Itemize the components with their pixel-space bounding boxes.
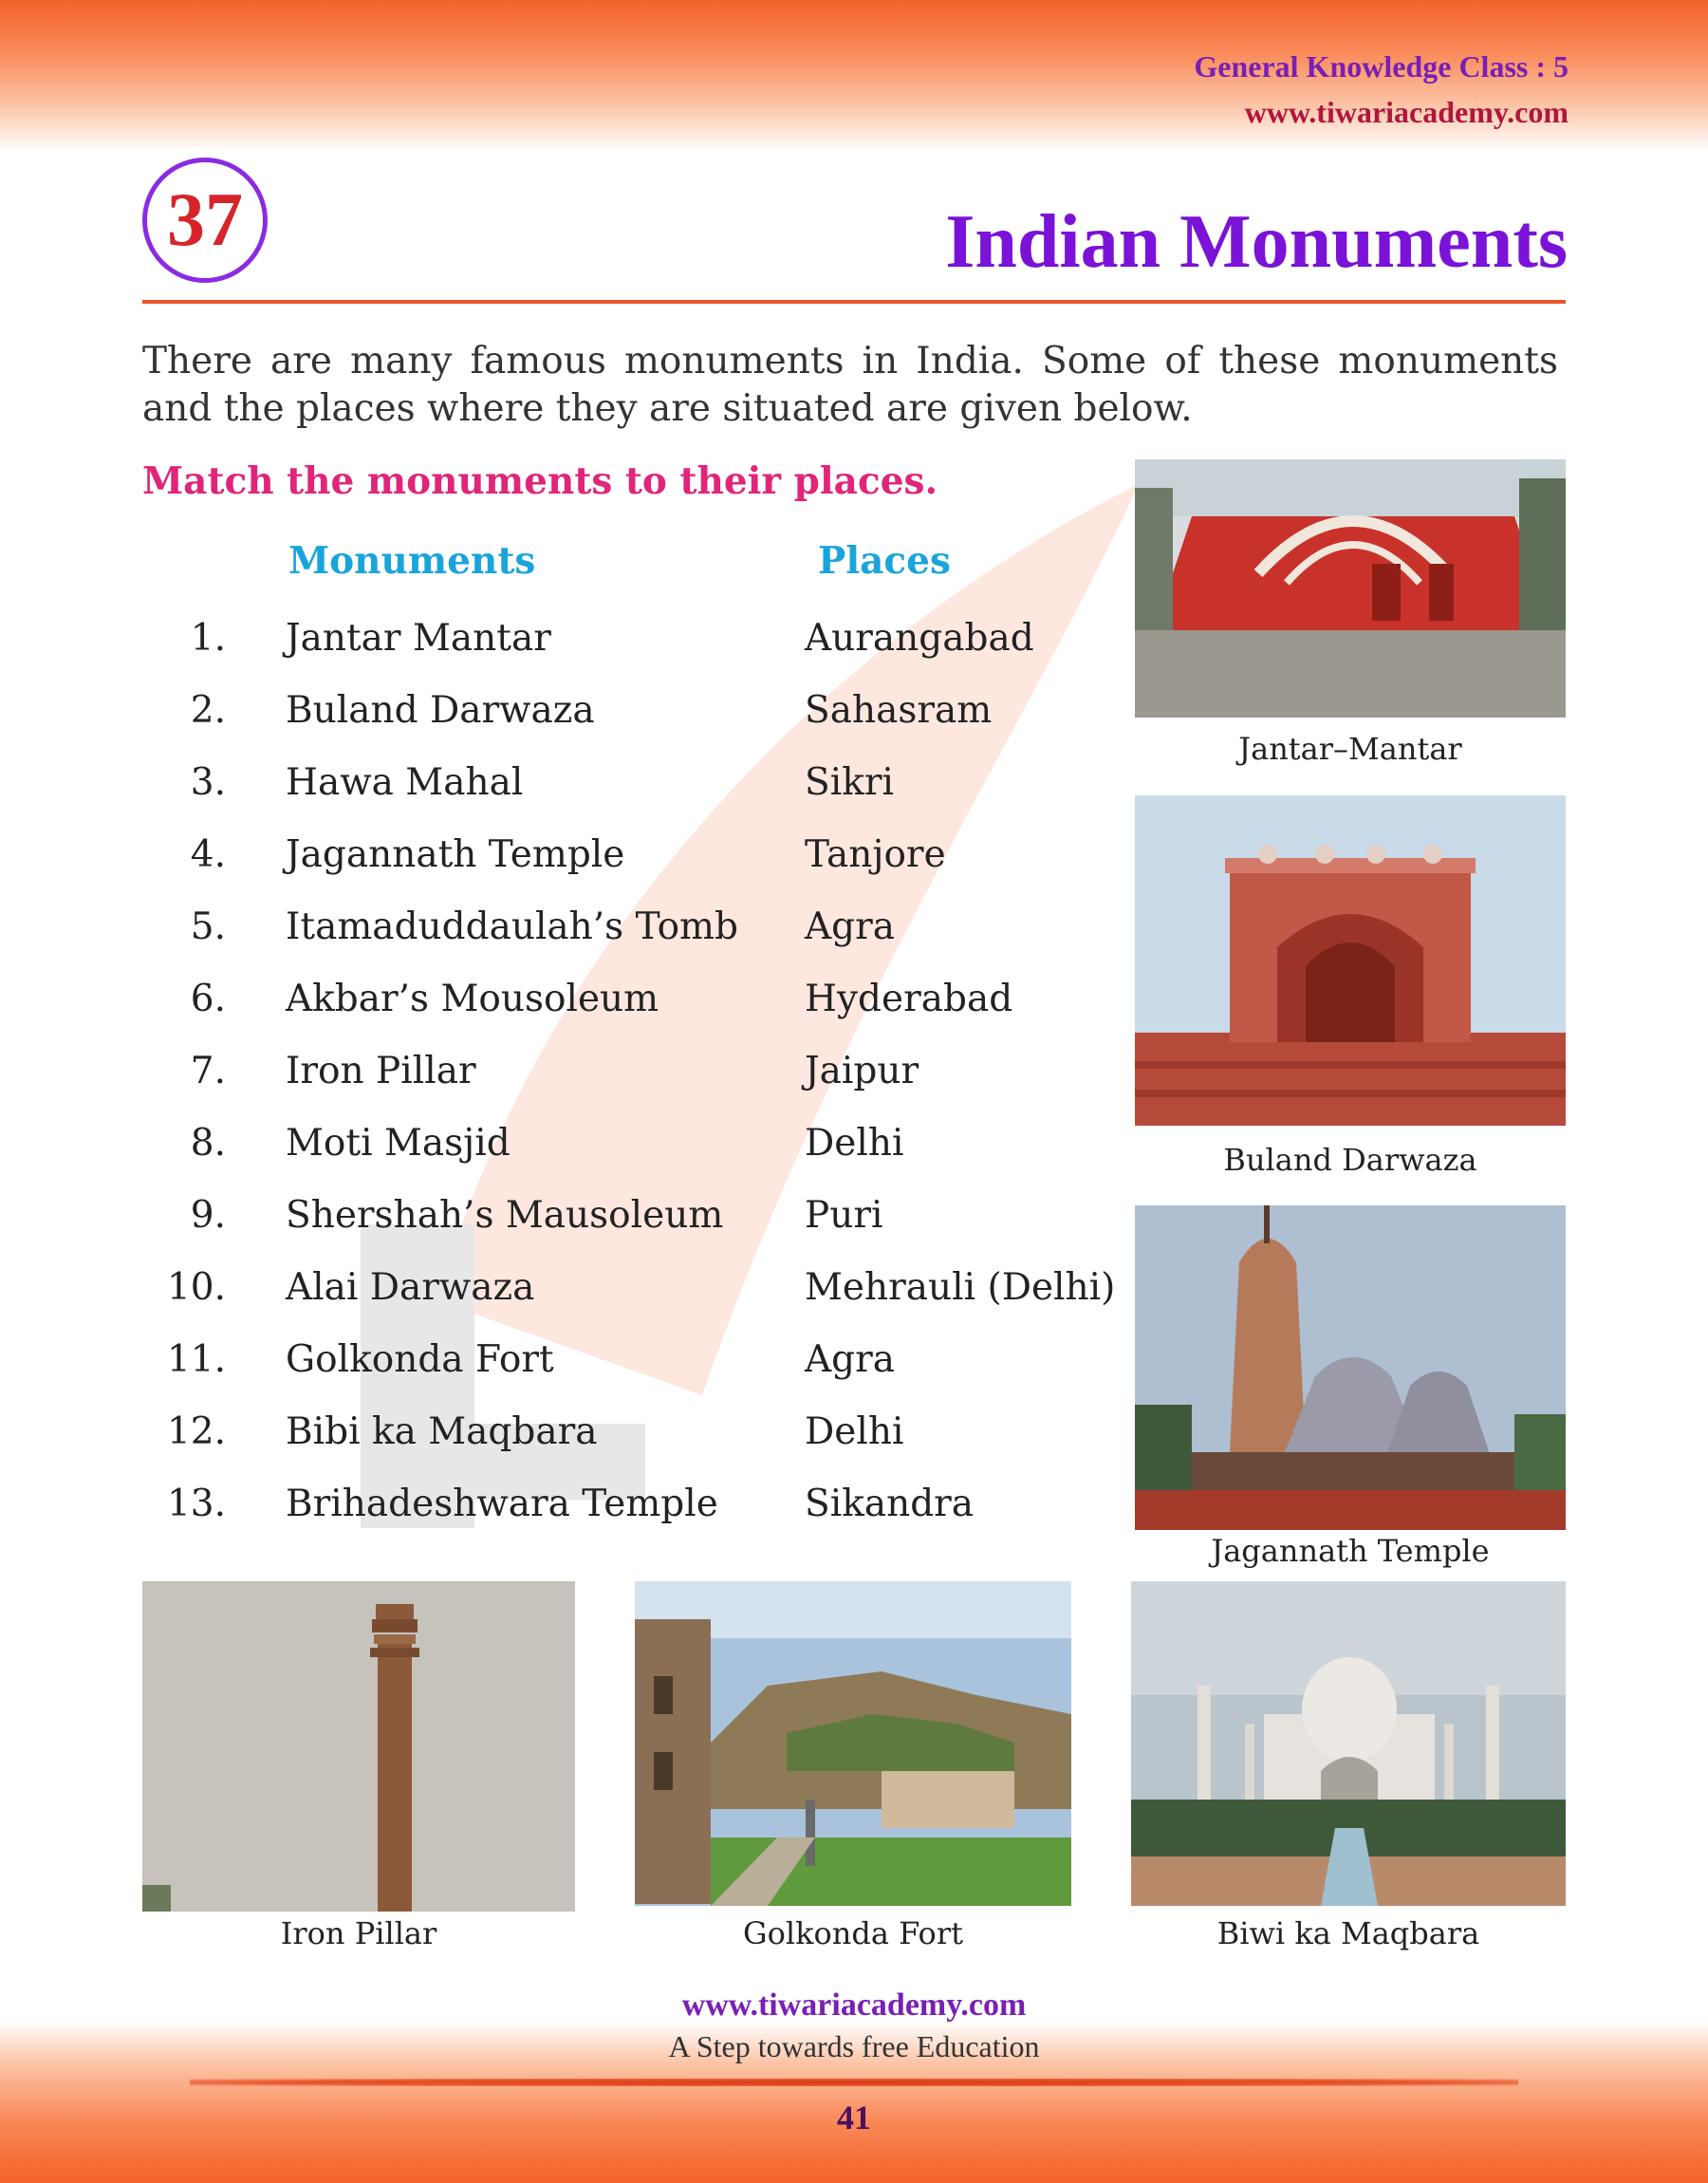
list-item — [142, 1118, 1091, 1190]
place-name: Agra — [805, 1338, 896, 1381]
place-name: Tanjore — [805, 833, 946, 876]
item-number: 3. — [190, 761, 226, 804]
monument-name: Brihadeshwara Temple — [286, 1483, 718, 1525]
lesson-number-badge — [142, 158, 268, 283]
caption-iron-pillar: Iron Pillar — [280, 1915, 437, 1951]
list-item — [142, 1262, 1116, 1334]
column-header-places: Places — [818, 539, 951, 583]
caption-jantar-mantar: Jantar–Mantar — [1238, 731, 1462, 767]
item-number: 12. — [166, 1410, 226, 1453]
list-item — [142, 685, 1091, 757]
list-item — [142, 1407, 1091, 1479]
photo-buland-darwaza — [1135, 795, 1566, 1126]
place-name: Aurangabad — [805, 617, 1034, 660]
item-number: 4. — [190, 833, 226, 876]
monument-name: Itamaduddaulah’s Tomb — [286, 905, 739, 948]
place-name: Mehrauli (Delhi) — [805, 1266, 1116, 1309]
item-number: 9. — [190, 1194, 226, 1237]
monument-name: Shershah’s Mausoleum — [286, 1194, 724, 1237]
place-name: Sikri — [805, 761, 894, 804]
monument-name: Iron Pillar — [286, 1050, 476, 1092]
intro-paragraph: There are many famous monuments in India. Some of these monuments and the places where they are situated are given below. — [142, 340, 1558, 430]
list-item — [142, 830, 1091, 902]
place-name: Delhi — [805, 1410, 904, 1453]
monument-name: Golkonda Fort — [286, 1338, 554, 1381]
monument-name: Jantar Mantar — [286, 617, 551, 660]
place-name: Sikandra — [805, 1483, 975, 1525]
list-item — [142, 1190, 1091, 1262]
monument-name: Buland Darwaza — [286, 689, 595, 732]
column-header-monuments: Monuments — [288, 539, 536, 583]
page-title: Indian Monuments — [945, 200, 1568, 284]
footer-website[interactable]: www.tiwariacademy.com — [681, 1987, 1027, 2023]
list-item — [142, 1046, 1091, 1118]
caption-biwi-ka-maqbara: Biwi ka Maqbara — [1216, 1915, 1480, 1951]
page-number: 41 — [837, 2099, 871, 2136]
photo-jantar-mantar — [1135, 459, 1566, 718]
list-item — [142, 974, 1091, 1046]
item-number: 2. — [190, 689, 226, 732]
place-name: Puri — [805, 1194, 883, 1237]
monument-name: Akbar’s Mousoleum — [286, 978, 659, 1020]
title-divider — [142, 300, 1566, 304]
list-item — [142, 613, 1091, 685]
place-name: Sahasram — [805, 689, 993, 732]
monument-name: Alai Darwaza — [286, 1266, 535, 1309]
item-number: 13. — [166, 1483, 226, 1525]
photo-golkonda-fort — [635, 1581, 1071, 1906]
item-number: 8. — [190, 1122, 226, 1165]
photo-biwi-ka-maqbara — [1131, 1581, 1566, 1906]
item-number: 7. — [190, 1050, 226, 1092]
place-name: Hyderabad — [805, 978, 1013, 1020]
caption-jagannath-temple: Jagannath Temple — [1211, 1533, 1490, 1569]
caption-golkonda-fort: Golkonda Fort — [743, 1915, 963, 1951]
place-name: Jaipur — [805, 1050, 919, 1092]
place-name: Delhi — [805, 1122, 904, 1165]
lesson-number: 37 — [167, 178, 243, 262]
list-item — [142, 902, 1091, 974]
photo-jagannath-temple — [1135, 1205, 1566, 1530]
list-item — [142, 757, 1091, 830]
monument-name: Moti Masjid — [286, 1122, 511, 1165]
monument-name: Bibi ka Maqbara — [286, 1410, 598, 1453]
item-number: 11. — [166, 1338, 226, 1381]
item-number: 6. — [190, 978, 226, 1020]
item-number: 1. — [190, 617, 226, 660]
footer-divider — [190, 2079, 1518, 2086]
item-number: 10. — [166, 1266, 226, 1309]
item-number: 5. — [190, 905, 226, 948]
footer-tagline: A Step towards free Education — [668, 2029, 1040, 2063]
instruction-heading: Match the monuments to their places. — [142, 459, 938, 503]
header-subject: General Knowledge Class : 5 — [1194, 49, 1569, 84]
monument-name: Hawa Mahal — [286, 761, 524, 804]
list-item — [142, 1479, 1091, 1551]
monument-name: Jagannath Temple — [286, 833, 625, 876]
caption-buland-darwaza: Buland Darwaza — [1223, 1142, 1477, 1178]
header-website[interactable]: www.tiwariacademy.com — [1244, 95, 1569, 129]
photo-iron-pillar — [142, 1581, 575, 1912]
place-name: Agra — [805, 905, 896, 948]
match-list — [142, 613, 1116, 1551]
list-item — [142, 1334, 1091, 1407]
